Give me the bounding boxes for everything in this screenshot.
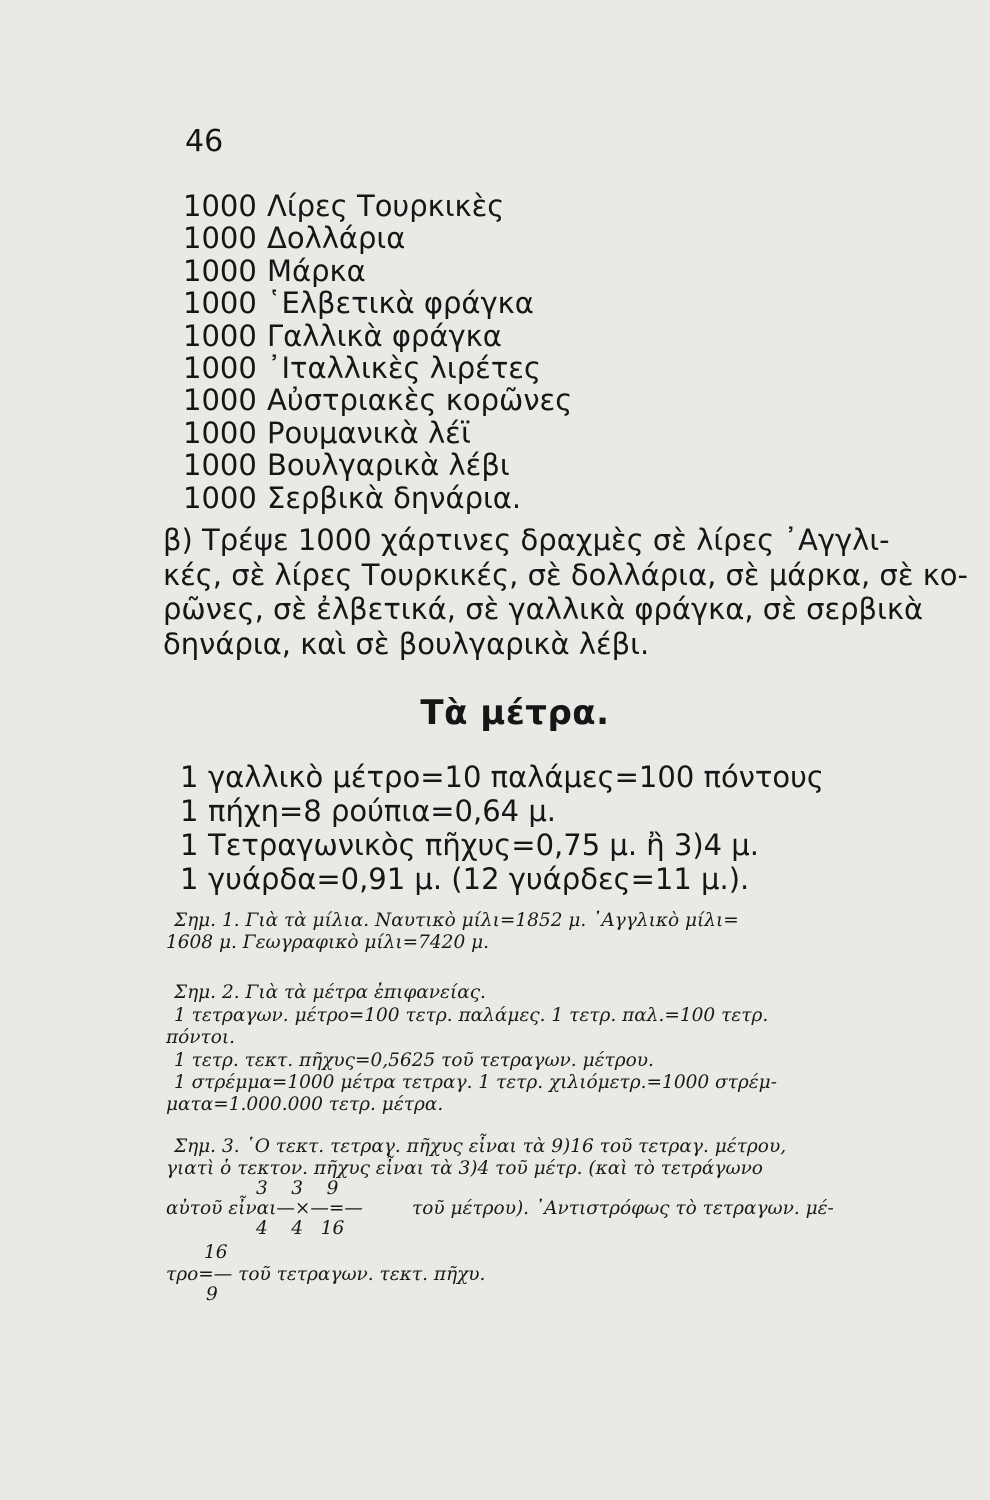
measure-text: πήχη=8 ρούπια=0,64 μ. xyxy=(208,794,557,828)
currency-name: Λίρες Τουρκικὲς xyxy=(267,189,505,223)
paragraph-line: κές, σὲ λίρες Τουρκικές, σὲ δολλάρια, σὲ μάρκα, σὲ κο- xyxy=(163,557,969,592)
amount: 1000 xyxy=(183,286,257,321)
list-item xyxy=(183,190,803,222)
amount: 1000 xyxy=(183,448,257,483)
measure-text: Τετραγωνικὸς πῆχυς=0,75 μ. ἢ 3)4 μ. xyxy=(208,828,759,862)
list-item xyxy=(183,482,803,514)
note-line: αὐτοῦ εἶναι—×—=— xyxy=(166,1198,363,1219)
exercise-paragraph xyxy=(163,523,969,661)
note-line: 1 στρέμμα=1000 μέτρα τετραγ. 1 τετρ. χιλιόμετρ.=1000 στρέμ- xyxy=(174,1072,777,1093)
note-line: τρο=— τοῦ τετραγων. τεκτ. πῆχυ. xyxy=(166,1264,486,1285)
amount: 1000 xyxy=(183,350,257,385)
list-item xyxy=(180,794,820,828)
list-item xyxy=(183,417,803,449)
currency-name: ᾿Ιταλλικὲς λιρέτες xyxy=(267,350,541,385)
note-line: ματα=1.000.000 τετρ. μέτρα. xyxy=(166,1094,444,1115)
measure-text: γυάρδα=0,91 μ. (12 γυάρδες=11 μ.). xyxy=(208,862,750,896)
measure-number: 1 xyxy=(180,760,199,794)
list-item xyxy=(183,352,803,384)
page-number: 46 xyxy=(185,124,224,159)
list-item xyxy=(183,449,803,481)
note-line: 1608 μ. Γεωγραφικὸ μίλι=7420 μ. xyxy=(166,932,490,953)
amount: 1000 xyxy=(183,415,257,450)
currency-name: ῾Ελβετικὰ φράγκα xyxy=(267,286,534,321)
list-item xyxy=(183,384,803,416)
note-line: πόντοι. xyxy=(166,1027,236,1048)
fraction-denominators: 4 4 16 xyxy=(256,1218,345,1239)
amount: 1000 xyxy=(183,383,257,418)
list-item xyxy=(180,828,820,862)
currency-name: Αὐστριακὲς κορῶνες xyxy=(267,383,573,418)
fraction-numerators: 3 3 9 xyxy=(256,1178,339,1199)
list-item xyxy=(183,287,803,319)
amount: 1000 xyxy=(183,253,257,288)
list-item xyxy=(183,222,803,254)
currency-name: Δολλάρια xyxy=(267,221,406,256)
list-item xyxy=(183,320,803,352)
amount: 1000 xyxy=(183,480,257,515)
note-line: Σημ. 2. Γιὰ τὰ μέτρα ἐπιφανείας. xyxy=(174,982,486,1003)
section-heading: Τὰ μέτρα. xyxy=(420,693,610,733)
note-line: Σημ. 1. Γιὰ τὰ μίλια. Ναυτικὸ μίλι=1852 μ. ᾿Αγγλικὸ μίλι= xyxy=(174,910,739,931)
paragraph-line: β) Τρέψε 1000 χάρτινες δραχμὲς σὲ λίρες ᾿Αγγλι- xyxy=(163,523,890,557)
measure-number: 1 xyxy=(180,862,199,896)
currency-list xyxy=(183,190,803,514)
amount: 1000 xyxy=(183,221,257,256)
currency-name: Σερβικὰ δηνάρια. xyxy=(267,480,522,515)
measure-text: γαλλικὸ μέτρο=10 παλάμες=100 πόντους xyxy=(208,760,824,794)
fraction-numerator: 16 xyxy=(204,1242,228,1263)
fraction-denominator: 9 xyxy=(206,1284,218,1305)
list-item xyxy=(180,760,824,794)
note-line: 1 τετραγων. μέτρο=100 τετρ. παλάμες. 1 τετρ. παλ.=100 τετρ. xyxy=(174,1005,769,1026)
list-item xyxy=(180,862,820,896)
amount: 1000 xyxy=(183,318,257,353)
measures-list xyxy=(180,760,824,896)
currency-name: Μάρκα xyxy=(267,253,366,288)
note-line: Σημ. 3. ῾Ο τεκτ. τετραγ. πῆχυς εἶναι τὰ 9)16 τοῦ τετραγ. μέτρου, xyxy=(174,1136,787,1157)
currency-name: Γαλλικὰ φράγκα xyxy=(267,318,502,353)
currency-name: Ρουμανικὰ λέϊ xyxy=(267,415,471,450)
paragraph-line: ρῶνες, σὲ ἐλβετικά, σὲ γαλλικὰ φράγκα, σὲ σερβικὰ xyxy=(163,592,924,626)
amount: 1000 xyxy=(183,189,257,223)
note-line: γιατὶ ὁ τεκτον. πῆχυς εἶναι τὰ 3)4 τοῦ μέτρ. (καὶ τὸ τετράγωνο xyxy=(166,1158,763,1179)
currency-name: Βουλγαρικὰ λέβι xyxy=(267,448,510,483)
measure-number: 1 xyxy=(180,794,199,828)
list-item xyxy=(183,255,803,287)
note-line: 1 τετρ. τεκτ. πῆχυς=0,5625 τοῦ τετραγων. μέτρου. xyxy=(174,1050,654,1071)
note-line: τοῦ μέτρου). ᾿Αντιστρόφως τὸ τετραγων. μέ- xyxy=(412,1198,834,1219)
measure-number: 1 xyxy=(180,828,199,862)
paragraph-line: δηνάρια, καὶ σὲ βουλγαρικὰ λέβι. xyxy=(163,626,650,661)
